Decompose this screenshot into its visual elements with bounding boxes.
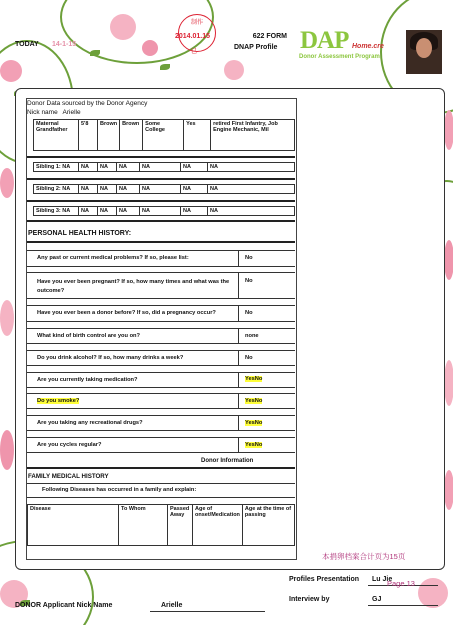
column-divider [238, 415, 239, 430]
table-cell: NA [208, 185, 295, 194]
question-text: Are you taking any recreational drugs? [37, 420, 143, 426]
sibling-table-3 [33, 206, 295, 216]
answer-text: No [245, 310, 253, 316]
profiles-presentation-label: Profiles Presentation [289, 576, 360, 583]
applicant-nick-label: DONOR Applicant Nick Name [15, 602, 113, 609]
disease-table [27, 504, 295, 546]
page-number: Page 13 [387, 579, 415, 588]
table-cell: NA [98, 185, 117, 194]
table-cell: 5'8 [79, 120, 98, 151]
answer-text: No [245, 355, 253, 361]
sibling-table-1 [33, 162, 295, 172]
flower-decoration [0, 430, 14, 470]
form-title: 622 FORM [252, 33, 287, 40]
table-cell: NA [208, 163, 295, 172]
leaf-decoration [90, 50, 100, 56]
divider-bar [27, 200, 295, 202]
flower-decoration [444, 470, 453, 510]
table-header-cell: To Whom [119, 505, 168, 546]
answer-text: none [245, 333, 259, 339]
divider-bar [27, 178, 295, 180]
flower-decoration [0, 168, 14, 198]
table-cell: NA [208, 207, 295, 216]
today-date: 14-1-15 [52, 41, 77, 48]
personal-health-title: PERSONAL HEALTH HISTORY: [28, 230, 132, 237]
signature-line [150, 611, 265, 612]
divider-bar [27, 156, 295, 158]
source-line: Donor Data sourced by the Donor Agency [27, 100, 148, 107]
table-header-cell: Disease [28, 505, 119, 546]
table-cell: NA [140, 207, 181, 216]
logo-tagline: Donor Assessment Program [299, 54, 380, 60]
table-cell: NA [117, 163, 140, 172]
flower-decoration [444, 360, 453, 406]
family-medical-intro: Following Diseases has occurred in a family and explain: [42, 487, 197, 493]
table-cell: Brown [98, 120, 120, 151]
nick-name-value: Arielle [62, 109, 81, 116]
flower-decoration [224, 60, 244, 80]
photo-face [416, 38, 432, 58]
flower-decoration [418, 578, 448, 608]
question-text: Have you ever been a donor before? If so, did a pregnancy occur? [37, 310, 216, 316]
flower-decoration [0, 300, 14, 336]
table-cell: retired First Infantry, Job Engine Mechanic, Mil [211, 120, 295, 151]
profiles-presentation-value: Lu Jie [372, 576, 393, 583]
question-text: What kind of birth control are you on? [37, 333, 141, 339]
nick-name-label: Nick name [27, 109, 58, 116]
table-row [28, 505, 295, 546]
sibling-table-2 [33, 184, 295, 194]
applicant-nick-value: Arielle [161, 602, 183, 609]
table-cell: NA [140, 185, 181, 194]
signature-line [368, 605, 438, 606]
table-row [34, 207, 295, 216]
table-cell: NA [181, 207, 208, 216]
form-subtitle: DNAP Profile [234, 44, 278, 51]
stamp-bottom-text: 已 [191, 49, 198, 55]
table-cell: Sibling 2: NA [34, 185, 79, 194]
column-divider [238, 372, 239, 387]
answer-text: YesNo [245, 398, 263, 404]
logo-small-text: Home.cre [352, 43, 384, 50]
question-text: Are you currently taking medication? [37, 377, 138, 383]
table-cell: NA [181, 185, 208, 194]
question-text: Are you cycles regular? [37, 442, 102, 448]
donor-photo [406, 30, 442, 74]
column-divider [238, 437, 239, 452]
family-medical-title: FAMILY MEDICAL HISTORY [28, 473, 109, 480]
today-label: TODAY [15, 41, 39, 48]
table-row [34, 120, 295, 151]
table-row [34, 163, 295, 172]
divider-bar [27, 241, 295, 243]
question-text: Any past or current medical problems? If so, please list: [37, 255, 189, 261]
flower-decoration [110, 14, 136, 40]
table-cell: NA [98, 163, 117, 172]
page-count-note: 本捐卵档案合计页为15页 [322, 552, 406, 561]
interview-by-label: Interview by [289, 596, 330, 603]
table-cell: Brown [120, 120, 143, 151]
divider-bar [27, 467, 295, 469]
table-cell: Yes [184, 120, 211, 151]
question-text: Do you smoke? [37, 398, 80, 404]
flower-decoration [142, 40, 158, 56]
table-cell: NA [79, 185, 98, 194]
column-divider [238, 328, 239, 343]
column-divider [238, 272, 239, 298]
divider-bar [27, 220, 295, 222]
nick-name-row [27, 109, 81, 116]
answer-text: YesNo [245, 376, 263, 382]
question-text: Have you ever been pregnant? If so, how many times and what was the outcome? [37, 279, 230, 294]
answer-text: No [245, 278, 253, 284]
question-text: Do you drink alcohol? If so, how many drinks a week? [37, 355, 184, 361]
table-cell: NA [79, 207, 98, 216]
table-row [34, 185, 295, 194]
answer-text: YesNo [245, 420, 263, 426]
donor-information-label: Donor Information [201, 458, 254, 464]
flower-decoration [444, 240, 453, 280]
column-divider [238, 250, 239, 266]
stamp-date: 2014.01.15 [175, 33, 211, 40]
answer-text: No [245, 255, 253, 261]
flower-decoration [444, 110, 453, 150]
table-cell: Sibling 3: NA [34, 207, 79, 216]
column-divider [238, 350, 239, 365]
table-header-cell: Passed Away [168, 505, 193, 546]
table-header-cell: Age of onset/Medication [193, 505, 243, 546]
flower-decoration [0, 60, 22, 82]
table-cell: NA [181, 163, 208, 172]
table-cell: NA [140, 163, 181, 172]
answer-text: YesNo [245, 442, 263, 448]
table-cell: NA [117, 185, 140, 194]
table-cell: Maternal Grandfather [34, 120, 79, 151]
table-cell: NA [117, 207, 140, 216]
table-cell: NA [98, 207, 117, 216]
leaf-decoration [160, 64, 170, 70]
stamp-top-text: 制作 [191, 20, 204, 26]
family-table [33, 119, 295, 151]
column-divider [238, 393, 239, 408]
dap-logo: DAP [300, 27, 349, 54]
interview-by-value: GJ [372, 596, 382, 603]
table-header-cell: Age at the time of passing [242, 505, 294, 546]
column-divider [238, 305, 239, 321]
table-cell: Sibling 1: NA [34, 163, 79, 172]
table-cell: Some College [143, 120, 184, 151]
table-cell: NA [79, 163, 98, 172]
